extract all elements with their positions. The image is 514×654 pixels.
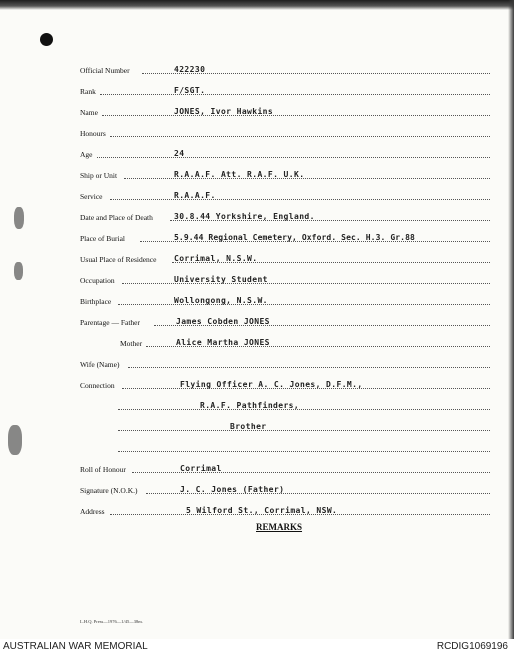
field-ship-or-unit — [80, 165, 490, 181]
field-value: 30.8.44 Yorkshire, England. — [174, 212, 315, 221]
field-birthplace — [80, 291, 490, 307]
field-service — [80, 186, 490, 202]
field-label: Official Number — [80, 66, 130, 75]
field-wife — [80, 354, 490, 370]
remarks-heading: REMARKS — [256, 522, 303, 532]
field-value: F/SGT. — [174, 86, 206, 95]
field-value: J. C. Jones (Father) — [180, 485, 285, 494]
connection-continuation — [118, 438, 490, 454]
field-label: Ship or Unit — [80, 171, 118, 180]
field-value: Flying Officer A. C. Jones, D.F.M., — [180, 380, 363, 389]
field-label: Address — [80, 507, 105, 516]
field-date-place-of-death — [80, 207, 490, 223]
field-value: Corrimal — [180, 464, 222, 473]
field-usual-residence — [80, 249, 490, 265]
field-value: 5.9.44 Regional Cemetery, Oxford. Sec. H.3. Gr.88 — [174, 233, 415, 242]
binding-mark — [14, 207, 24, 229]
field-official-number — [80, 60, 490, 76]
field-value: 5 Wilford St., Corrimal, NSW. — [186, 506, 338, 515]
record-id: RCDIG1069196 — [436, 641, 508, 652]
field-name — [80, 102, 490, 118]
binding-mark — [8, 425, 22, 455]
field-label: Place of Burial — [80, 234, 125, 243]
scan-edge-top — [0, 0, 514, 10]
field-parentage-mother — [80, 333, 490, 349]
field-value: Alice Martha JONES — [176, 338, 270, 347]
punch-hole-mark — [40, 33, 53, 46]
field-label: Usual Place of Residence — [80, 255, 157, 264]
connection-continuation — [118, 417, 490, 433]
field-label: Age — [80, 150, 93, 159]
field-occupation — [80, 270, 490, 286]
field-label: Name — [80, 108, 98, 117]
field-label: Birthplace — [80, 297, 112, 306]
field-label: Date and Place of Death — [80, 213, 153, 222]
binding-mark — [14, 262, 23, 280]
field-value: R.A.F. Pathfinders, — [200, 401, 300, 410]
connection-continuation — [118, 396, 490, 412]
scan-edge-right — [508, 0, 514, 654]
field-label: Mother — [120, 339, 143, 348]
field-value: Brother — [230, 422, 267, 431]
field-label: Parentage — Father — [80, 318, 140, 327]
field-connection — [80, 375, 490, 391]
field-parentage-father — [80, 312, 490, 328]
field-label: Rank — [80, 87, 96, 96]
archive-footer — [0, 639, 514, 654]
field-label: Signature (N.O.K.) — [80, 486, 138, 495]
archive-name: AUSTRALIAN WAR MEMORIAL — [3, 641, 148, 652]
field-label: Roll of Honour — [80, 465, 126, 474]
field-value: 422230 — [174, 65, 206, 74]
printer-imprint: L.H.Q. Press—1976—1/45—38m. — [80, 619, 143, 624]
field-age — [80, 144, 490, 160]
field-signature-nok — [80, 480, 490, 496]
field-roll-of-honour — [80, 459, 490, 475]
field-value: 24 — [174, 149, 185, 158]
field-label: Wife (Name) — [80, 360, 120, 369]
field-value: Wollongong, N.S.W. — [174, 296, 268, 305]
field-label: Honours — [80, 129, 106, 138]
field-label: Occupation — [80, 276, 115, 285]
field-place-of-burial — [80, 228, 490, 244]
field-value: James Cobden JONES — [176, 317, 270, 326]
field-honours — [80, 123, 490, 139]
field-value: University Student — [174, 275, 268, 284]
field-value: R.A.A.F. — [174, 191, 216, 200]
field-label: Service — [80, 192, 103, 201]
field-address — [80, 501, 490, 517]
field-value: JONES, Ivor Hawkins — [174, 107, 274, 116]
field-label: Connection — [80, 381, 115, 390]
field-value: Corrimal, N.S.W. — [174, 254, 258, 263]
field-rank — [80, 81, 490, 97]
field-value: R.A.A.F. Att. R.A.F. U.K. — [174, 170, 305, 179]
